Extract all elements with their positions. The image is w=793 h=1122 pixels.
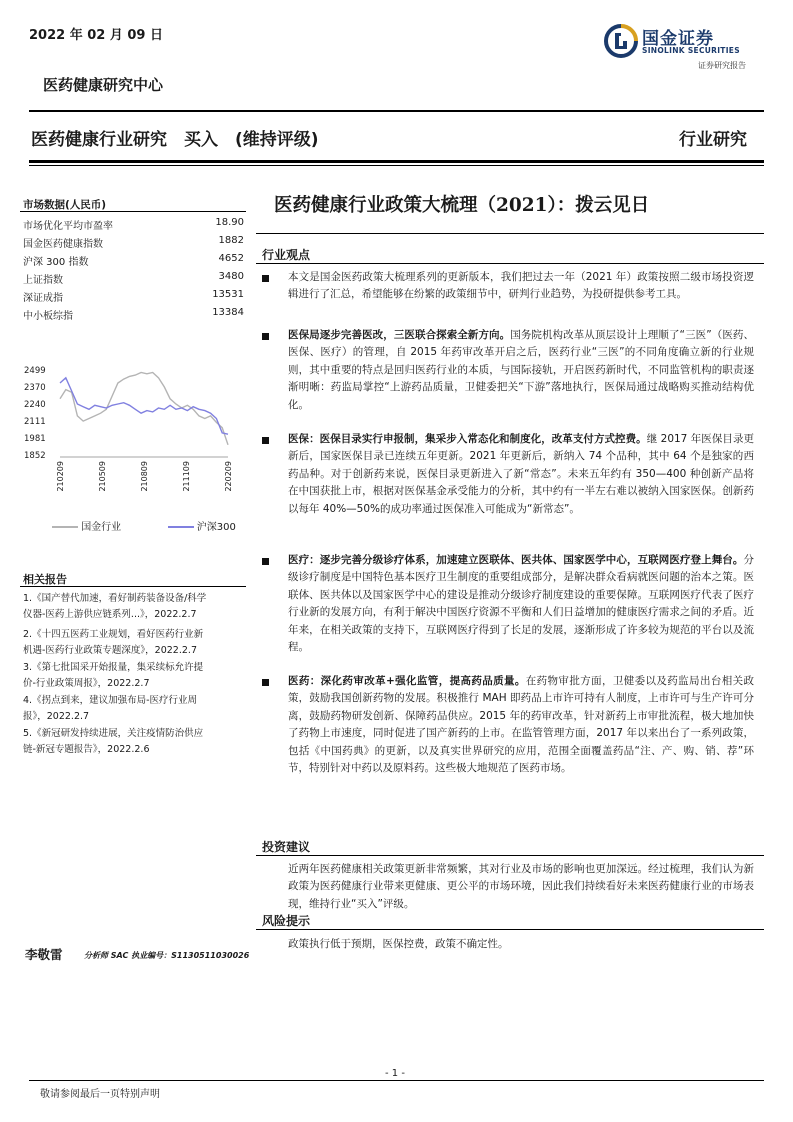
brand-name-en: SINOLINK SECURITIES (642, 46, 740, 55)
para-lead: 医保局逐步完善医改，三医联合探索全新方向。 (288, 329, 511, 341)
series-line-沪深300 (60, 378, 228, 434)
para-lead: 医保：医保目录实行申报制，集采步入常态化和制度化，改革支付方式控费。 (288, 433, 647, 445)
footer-disclaimer[interactable]: 敬请参阅最后一页特别声明 (40, 1089, 160, 1100)
market-data-rule (20, 211, 246, 212)
header-rule-thick (29, 160, 764, 163)
x-tick-label: 220209 (224, 461, 233, 492)
market-row (23, 271, 244, 289)
bullet-icon (262, 275, 269, 282)
related-report-item[interactable] (23, 660, 245, 691)
para-text: 继 2017 年医保目录更新后，国家医保目录已连续五年更新。2021 年更新后，新纳入 74 个品种，其中 64 个是独家的西药品种。对于创新药来说，医保目录更新进入了新“常态”。未来五年约有 350—400 种创新产品将在中国获批上市，根据对医保基金承受能力的分析，其中约有一半左右难以被纳入国家医保。创新药以每年 40%—50%的成功率通过医保准入可能成为“新常态”。 (288, 433, 754, 515)
related-report-item[interactable] (23, 627, 245, 658)
market-row-value: 13531 (212, 289, 244, 300)
invest-paragraph: 近两年医药健康相关政策更新非常频繁，其对行业及市场的影响也更加深远。经过梳理，我们认为新政策为医药健康行业带来更健康、更公平的市场环境，因此我们持续看好未来医药健康行业的市场表现，维持行业“买入”评级。 (288, 863, 754, 910)
market-row-label: 国金医药健康指数 (23, 239, 103, 250)
bullet-icon (262, 437, 269, 444)
market-row-value: 13384 (212, 307, 244, 318)
section-rule (256, 263, 764, 264)
x-tick-label: 210809 (140, 461, 149, 492)
market-row-label: 市场优化平均市盈率 (23, 221, 113, 232)
y-tick-label: 1981 (24, 434, 46, 445)
related-report-line: 报》，2022.2.7 (23, 710, 90, 722)
market-row-label: 深证成指 (23, 293, 63, 304)
market-row-label: 上证指数 (23, 275, 63, 286)
para-text: 分级诊疗制度是中国特色基本医疗卫生制度的重要组成部分，是解决群众看病就医问题的治本之策。医联体、医共体以及国家医学中心的建设是推动分级诊疗制度建设的重要保障。互联网医疗代表了医疗行业新的发展方向，有利于解决中国医疗资源不平衡和人们日益增加的健康医疗需求之间的矛盾。近年来，在相关政策的支持下，互联网医疗得到了长足的发展，逐渐形成了许多较为规范的平台以及流程。 (288, 554, 754, 654)
view-paragraph (288, 327, 754, 414)
related-reports-title: 相关报告 (23, 573, 67, 586)
market-row-value: 18.90 (215, 217, 244, 228)
analyst-name: 李敬雷 (25, 947, 63, 962)
main-title: 医药健康行业政策大梳理（2021）：拨云见日 (274, 195, 650, 216)
para-text: 在药物审批方面，卫健委以及药监局出台相关政策，鼓励我国创新药物的发展。积极推行 MAH 即药品上市许可持有人制度，上市许可与生产许可分离，鼓励药物研发创新、保障药品供应。2015 年的药审改革，针对新药上市审批流程，极大地加快了药物上市速度，同时促进了国产新药的上市。在监管管理方面，2017 年以来出台了一系列政策，包括《中国药典》的更新，以及真实世界研究的应用，范围全面覆盖药品“注、产、购、销、荐”环节，特别针对中药以及原料药。这些极大地规范了医药市场。 (288, 675, 754, 775)
related-report-item[interactable] (23, 726, 245, 757)
brand-logo (604, 22, 764, 74)
market-row (23, 235, 244, 253)
related-report-item[interactable] (23, 693, 245, 724)
related-report-line: 价-行业政策周报》，2022.2.7 (23, 677, 150, 689)
analyst-sac-id: 分析师 SAC 执业编号：S1130511030026 (84, 951, 250, 960)
market-row-label: 中小板综指 (23, 311, 73, 322)
report-title-bar: 医药健康行业研究 买入 (维持评级) (31, 130, 319, 150)
risk-paragraph: 政策执行低于预期，医保控费，政策不确定性。 (288, 938, 509, 950)
page-number: - 1 - (385, 1068, 405, 1079)
market-row-value: 4652 (218, 253, 244, 264)
market-row-value: 1882 (218, 235, 244, 246)
y-tick-label: 2240 (24, 400, 46, 411)
market-row (23, 253, 244, 271)
brand-name: 国金证券 (642, 29, 714, 49)
section-rule (256, 929, 764, 930)
related-report-line: 机遇-医药行业政策专题深度》，2022.2.7 (23, 644, 197, 656)
related-report-item[interactable] (23, 591, 245, 622)
bullet-icon (262, 558, 269, 565)
para-lead: 医药：深化药审改革+强化监管，提高药品质量。 (288, 675, 526, 687)
legend-label-hs300: 沪深300 (196, 522, 236, 533)
para-text: 国务院机构改革从顶层设计上理顺了“三医”（医药、医保、医疗）的管理，自 2015 年药审改革开启之后，医药行业“三医”的不同角度确立新的行业规则，其中重要的特点是回归医药行业的本质，与国际接轨，开启医药新时代，不同监管机构的职责逐渐明晰：药监局掌控“上游药品质量，卫健委把关“下游”落地执行，医保局通过战略购买推动结构优化。 (288, 329, 754, 411)
related-report-line: 3.《第七批国采开始报量，集采续标允许提 (23, 662, 204, 673)
chart-legend (52, 518, 236, 533)
x-tick-label: 211109 (182, 461, 191, 492)
view-paragraph (288, 552, 754, 656)
section-rule (256, 855, 764, 856)
related-report-line: 1.《国产替代加速，看好制药装备设备/科学 (23, 593, 207, 604)
report-type: 行业研究 (679, 130, 747, 150)
main-title-rule (256, 233, 764, 234)
related-report-line: 仪器-医药上游供应链系列...》，2022.2.7 (23, 608, 197, 620)
y-tick-label: 2499 (24, 366, 46, 376)
x-tick-label: 210509 (98, 461, 107, 492)
index-trend-chart (18, 355, 248, 535)
section-heading-invest: 投资建议 (262, 840, 311, 854)
market-row (23, 289, 244, 307)
bullet-icon (262, 333, 269, 340)
y-tick-label: 2370 (24, 382, 46, 393)
header-rule (29, 110, 764, 112)
y-tick-label: 2111 (24, 416, 46, 427)
bullet-icon (262, 679, 269, 686)
legend-swatch-hs300 (168, 526, 194, 528)
market-row (23, 217, 244, 235)
view-paragraph (288, 431, 754, 518)
research-center: 医药健康研究中心 (43, 76, 164, 94)
series-line-国金行业 (60, 373, 228, 445)
legend-swatch-industry (52, 526, 78, 528)
y-tick-label: 1852 (24, 451, 46, 461)
related-report-line: 链-新冠专题报告》，2022.2.6 (23, 743, 150, 755)
footer-rule (29, 1080, 764, 1081)
para-text: 本文是国金医药政策大梳理系列的更新版本，我们把过去一年（2021 年）政策按照二级市场投资逻辑进行了汇总，希望能够在纷繁的政策细节中，研判行业趋势，为投研提供参考工具。 (288, 271, 754, 301)
market-data-title: 市场数据(人民币) (23, 199, 107, 211)
market-row (23, 307, 244, 325)
para-lead: 医疗：逐步完善分级诊疗体系，加速建立医联体、医共体、国家医学中心，互联网医疗登上舞台。 (288, 554, 744, 566)
legend-label-industry: 国金行业 (81, 522, 122, 533)
brand-subtitle: 证券研究报告 (698, 61, 746, 70)
related-report-line: 5.《新冠研发持续进展，关注疫情防治供应 (23, 728, 204, 739)
brand-logo-icon (604, 24, 638, 58)
report-date: 2022 年 02 月 09 日 (29, 28, 163, 43)
related-report-line: 2.《十四五医药工业规划，看好医药行业新 (23, 629, 204, 640)
section-heading-risk: 风险提示 (262, 914, 311, 928)
market-row-value: 3480 (218, 271, 244, 282)
header-rule-thin (29, 165, 764, 166)
market-row-label: 沪深 300 指数 (23, 257, 89, 268)
x-tick-label: 210209 (56, 461, 65, 492)
related-reports-rule (20, 586, 246, 587)
related-report-line: 4.《拐点到来，建议加强布局-医疗行业周 (23, 695, 197, 706)
view-paragraph (288, 269, 754, 304)
section-heading-view: 行业观点 (262, 248, 311, 262)
view-paragraph (288, 673, 754, 777)
